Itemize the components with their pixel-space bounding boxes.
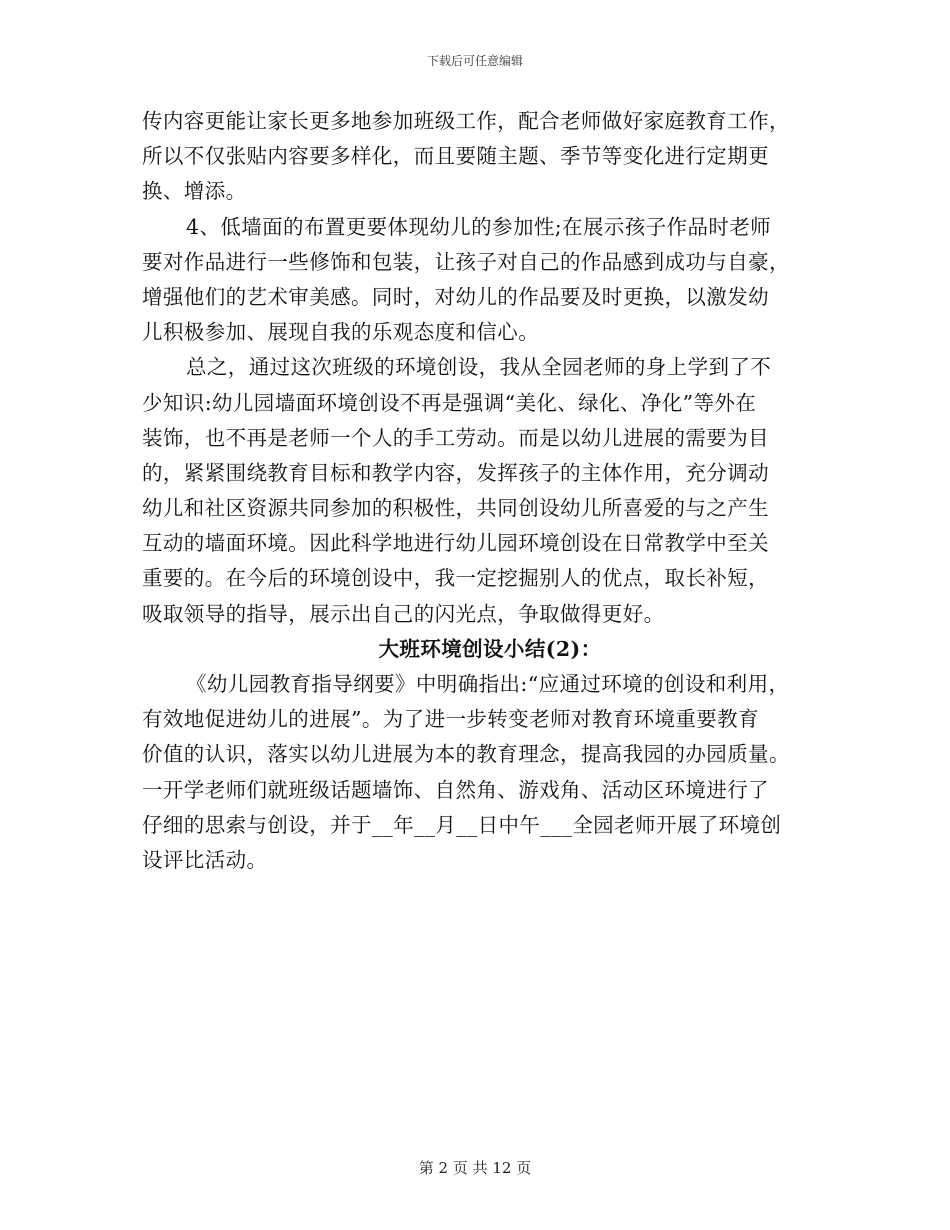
body-line: 重要的。在今后的环境创设中，我一定挖掘别人的优点，取长补短， (142, 566, 769, 591)
body-line: 换、增添。 (142, 179, 247, 204)
paragraph-start-line: 4、低墙面的布置更要体现幼儿的参加性;在展示孩子作品时老师 (186, 214, 772, 239)
paragraph-start-line: 《幼儿园教育指导纲要》中明确指出:“应通过环境的创设和利用， (186, 672, 790, 696)
body-line: 装饰，也不再是老师一个人的手工劳动。而是以幼儿进展的需要为目 (142, 425, 769, 450)
page-header-note: 下载后可任意编辑 (426, 54, 523, 68)
body-line: 增强他们的艺术审美感。同时，对幼儿的作品要及时更换，以激发幼 (142, 284, 769, 309)
body-line: 儿积极参加、展现自我的乐观态度和信心。 (142, 320, 540, 345)
body-line: 互动的墙面环境。因此科学地进行幼儿园环境创设在日常教学中至关 (142, 531, 769, 556)
body-line: 的，紧紧围绕教育目标和教学内容，发挥孩子的主体作用，充分调动 (142, 460, 769, 485)
section-title: 大班环境创设小结(2)： (378, 636, 602, 661)
body-line: 仔细的思索与创设，并于__年__月__日中午___全园老师开展了环境创 (142, 812, 782, 837)
document-body (142, 104, 818, 878)
body-line: 设评比活动。 (142, 847, 268, 872)
page-number: 第 2 页 共 12 页 (418, 1159, 532, 1177)
body-line: 吸取领导的指导，展示出自己的闪光点，争取做得更好。 (142, 601, 665, 626)
body-line: 有效地促进幼儿的进展”。为了进一步转变老师对教育环境重要教育 (142, 707, 759, 732)
body-line: 价值的认识，落实以幼儿进展为本的教育理念，提高我园的办园质量。 (142, 742, 790, 767)
body-line: 传内容更能让家长更多地参加班级工作，配合老师做好家庭教育工作， (142, 109, 790, 133)
body-line: 幼儿和社区资源共同参加的积极性，共同创设幼儿所喜爱的与之产生 (142, 496, 769, 521)
paragraph-start-line: 总之，通过这次班级的环境创设，我从全园老师的身上学到了不 (186, 355, 772, 380)
body-line: 少知识:幼儿园墙面环境创设不再是强调“美化、绿化、净化”等外在 (142, 390, 757, 415)
body-line: 要对作品进行一些修饰和包装，让孩子对自己的作品感到成功与自豪， (142, 249, 790, 274)
body-line: 一开学老师们就班级话题墙饰、自然角、游戏角、活动区环境进行了 (142, 777, 769, 802)
body-line: 所以不仅张贴内容要多样化，而且要随主题、季节等变化进行定期更 (142, 144, 769, 169)
